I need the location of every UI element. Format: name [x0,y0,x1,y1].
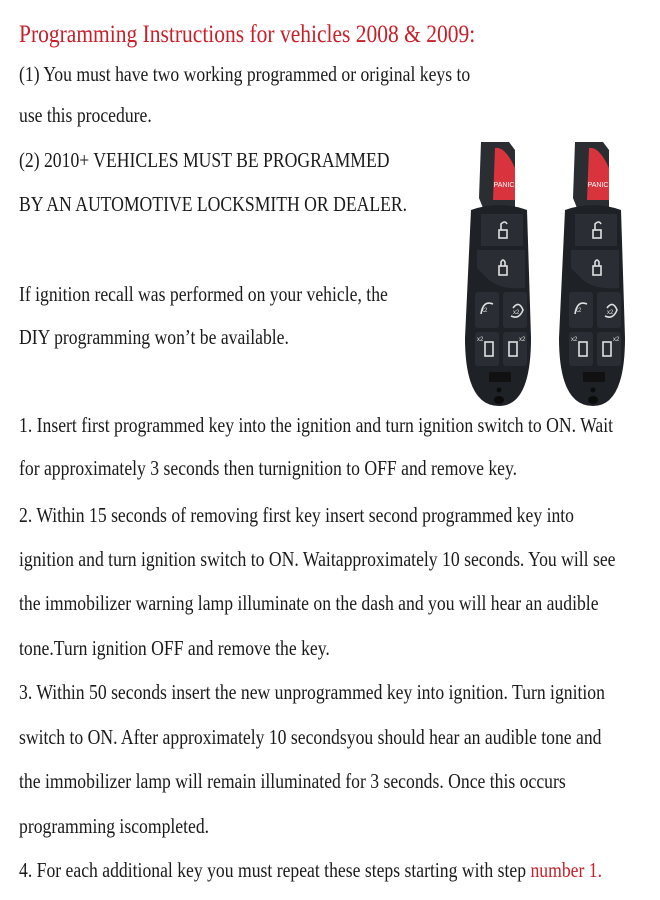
svg-text:x2: x2 [519,337,526,343]
step-4 [19,858,602,882]
svg-text:PANIC: PANIC [493,182,515,189]
note-1-line-1: (1) You must have two working programmed or original keys to [19,62,471,86]
note-1-line-2: use this procedure. [19,103,152,127]
step-text-line: 3. Within 50 seconds insert the new unprogrammed key into ignition. Turn ignition [19,680,605,704]
note-2-line-2: BY AN AUTOMOTIVE LOCKSMITH OR DEALER. [19,192,408,216]
step-text-line: the immobilizer lamp will remain illuminated for 3 seconds. Once this occurs [19,769,566,793]
key-fob-icon [553,138,633,410]
step-text-line: switch to ON. After approximately 10 secondsyou should hear an audible tone and [19,725,602,749]
svg-text:x2: x2 [481,308,488,314]
step-text: 4. For each additional key you must repeat these steps starting with step [19,858,531,882]
svg-text:x2: x2 [513,310,520,316]
svg-text:x2: x2 [571,337,578,343]
step-text-line: for approximately 3 seconds then turnignition to OFF and remove key. [19,456,518,480]
svg-text:x2: x2 [575,308,582,314]
recall-note-line-2: DIY programming won’t be available. [19,325,289,349]
page-title: Programming Instructions for vehicles 2008 & 2009: [19,21,476,48]
svg-text:x2: x2 [613,337,620,343]
step-text-line: ignition and turn ignition switch to ON. Waitapproximately 10 seconds. You will see [19,547,616,571]
step-text-line: programming iscompleted. [19,814,210,838]
svg-text:x2: x2 [607,310,614,316]
key-fob [459,138,539,410]
note-2-line-1: (2) 2010+ VEHICLES MUST BE PROGRAMMED [19,148,390,172]
step-text-line: the immobilizer warning lamp illuminate on the dash and you will hear an audible [19,591,599,615]
key-fobs-image [455,138,645,413]
step-text-line: 1. Insert first programmed key into the ignition and turn ignition switch to ON. Wait [19,413,614,437]
step-text-line: tone.Turn ignition OFF and remove the key. [19,636,330,660]
key-fob-icon [459,138,539,410]
step-reference-highlight: number 1. [530,858,602,882]
recall-note-line-1: If ignition recall was performed on your vehicle, the [19,282,388,306]
key-fob [553,138,633,410]
svg-text:PANIC: PANIC [587,182,609,189]
step-text-line: 2. Within 15 seconds of removing first key insert second programmed key into [19,503,575,527]
svg-text:x2: x2 [477,337,484,343]
